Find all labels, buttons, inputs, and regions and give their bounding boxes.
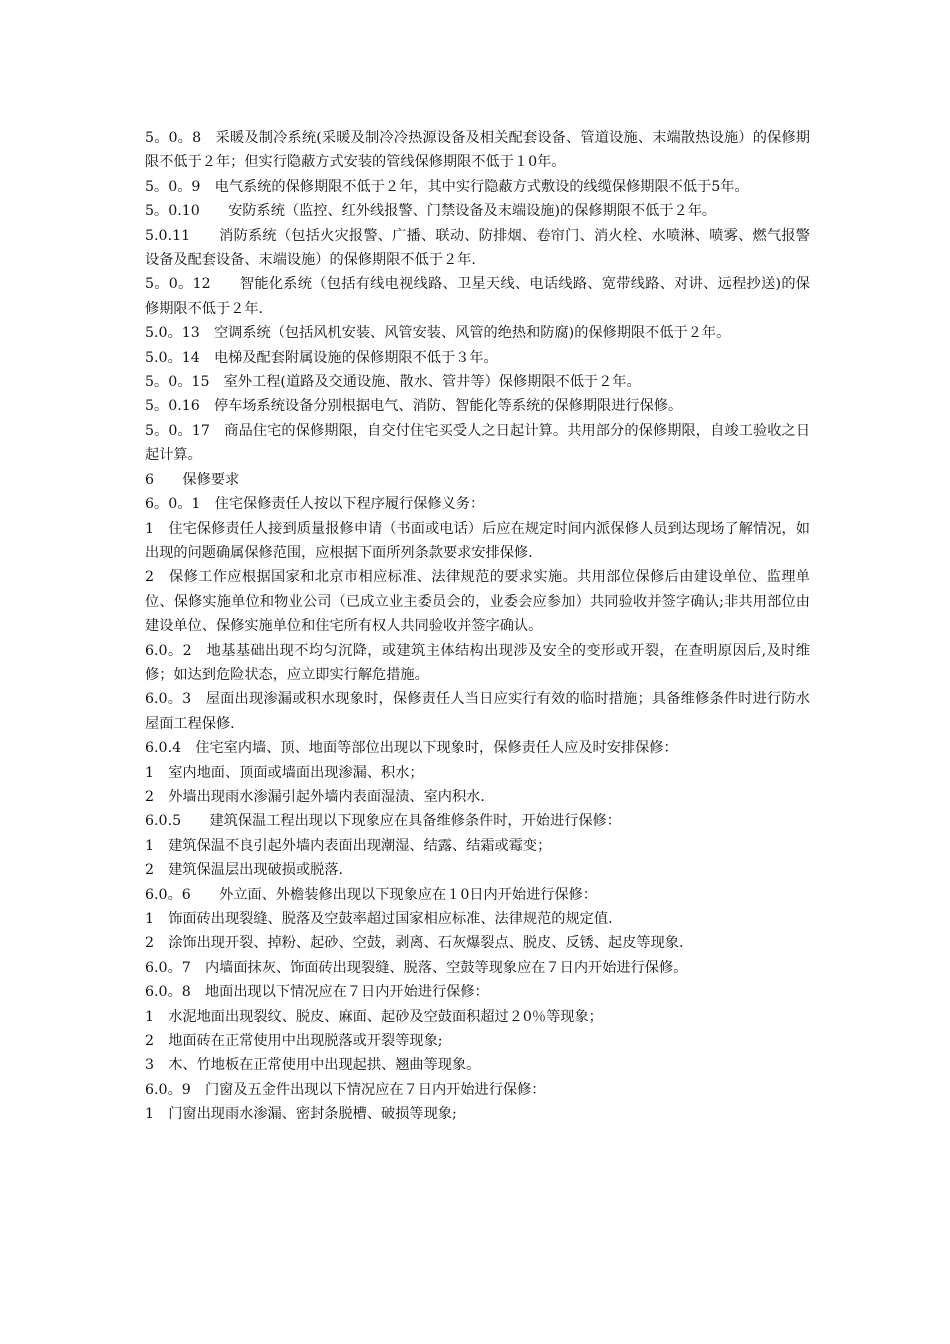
paragraph: 5.0.11 消防系统（包括火灾报警、广播、联动、防排烟、卷帘门、消火栓、水喷淋、喷雾、燃气报警设备及配套设备、末端设施）的保修期限不低于２年. [145,227,810,269]
paragraph: 5。0。15 室外工程(道路及交通设施、散水、管井等）保修期限不低于２年。 [145,374,641,391]
paragraph: 1 门窗出现雨水渗漏、密封条脱槽、破损等现象; [145,1106,457,1123]
paragraph: 6.0。6 外立面、外檐装修出现以下现象应在１0日内开始进行保修： [145,886,598,903]
paragraph: 2 建筑保温层出现破损或脱落. [145,862,343,879]
document-page [145,126,810,1127]
paragraph: 6.0。2 地基基础出现不均匀沉降，或建筑主体结构出现涉及安全的变形或开裂，在查明原因后,及时维修；如达到危险状态，应立即实行解危措施。 [145,642,810,683]
paragraph: 5。0。12 智能化系统（包括有线电视线路、卫星天线、电话线路、宽带线路、对讲、远程抄送)的保修期限不低于２年. [145,276,810,317]
paragraph: 6.0.4 住宅室内墙、顶、地面等部位出现以下现象时，保修责任人应及时安排保修： [145,740,678,757]
paragraph: 5.0。14 电梯及配套附属设施的保修期限不低于３年。 [145,349,498,366]
paragraph: 2 保修工作应根据国家和北京市相应标准、法律规范的要求实施。共用部位保修后由建设单位、监理单位、保修实施单位和物业公司（已成立业主委员会的，业委会应参加）共同验收并签字确认;非共用部位由建设单位、保修实施单位和住宅所有权人共同验收并签字确认。 [145,569,810,635]
paragraph: 6.0。8 地面出现以下情况应在７日内开始进行保修： [145,984,489,1001]
paragraph: 5。0.10 安防系统（监控、红外线报警、门禁设备及末端设施)的保修期限不低于２年。 [145,203,717,220]
paragraph: 5。0。17 商品住宅的保修期限，自交付住宅买受人之日起计算。共用部分的保修期限，自竣工验收之日起计算。 [145,422,811,464]
paragraph: 6。0。1 住宅保修责任人按以下程序履行保修义务： [145,496,485,513]
paragraph: 1 室内地面、顶面或墙面出现渗漏、积水； [145,764,424,781]
paragraph: 6.0。3 屋面出现渗漏或积水现象时，保修责任人当日应实行有效的临时措施；具备维修条件时进行防水屋面工程保修. [145,691,810,732]
paragraph: 1 水泥地面出现裂纹、脱皮、麻面、起砂及空鼓面积超过２0％等现象； [145,1008,603,1025]
paragraph: 5。0。8 采暖及制冷系统(采暖及制冷冷热源设备及相关配套设备、管道设施、末端散热设施）的保修期限不低于２年；但实行隐蔽方式安装的管线保修期限不低于１0年。 [145,130,810,171]
paragraph: 6 保修要求 [145,471,240,488]
paragraph: 5。0.16 停车场系统设备分别根据电气、消防、智能化等系统的保修期限进行保修。 [145,398,683,415]
paragraph: 1 饰面砖出现裂缝、脱落及空鼓率超过国家相应标准、法律规范的规定值. [145,911,613,927]
paragraph: 2 涂饰出现开裂、掉粉、起砂、空鼓，剥离、石灰爆裂点、脱皮、反锈、起皮等现象. [145,935,684,952]
paragraph: 6.0。9 门窗及五金件出现以下情况应在７日内开始进行保修： [145,1081,546,1098]
paragraph: 1 住宅保修责任人接到质量报修申请（书面或电话）后应在规定时间内派保修人员到达现场了解情况，如出现的问题确属保修范围，应根据下面所列条款要求安排保修. [145,520,810,561]
paragraph: 3 木、竹地板在正常使用中出现起拱、翘曲等现象。 [145,1057,481,1074]
paragraph: 2 外墙出现雨水渗漏引起外墙内表面湿渍、室内积水. [145,788,485,805]
paragraph: 2 地面砖在正常使用中出现脱落或开裂等现象; [145,1033,443,1050]
paragraph: 5.0。13 空调系统（包括风机安装、风管安装、风管的绝热和防腐)的保修期限不低于２年。 [145,325,731,342]
paragraph: 5。0。9 电气系统的保修期限不低于２年，其中实行隐蔽方式敷设的线缆保修期限不低于5年。 [145,178,749,195]
paragraph: 1 建筑保温不良引起外墙内表面出现潮湿、结露、结霜或霉变； [145,837,552,854]
paragraph: 6.0.5 建筑保温工程出现以下现象应在具备维修条件时，开始进行保修： [145,813,621,830]
paragraph: 6.0。7 内墙面抹灰、饰面砖出现裂缝、脱落、空鼓等现象应在７日内开始进行保修。 [145,959,688,976]
